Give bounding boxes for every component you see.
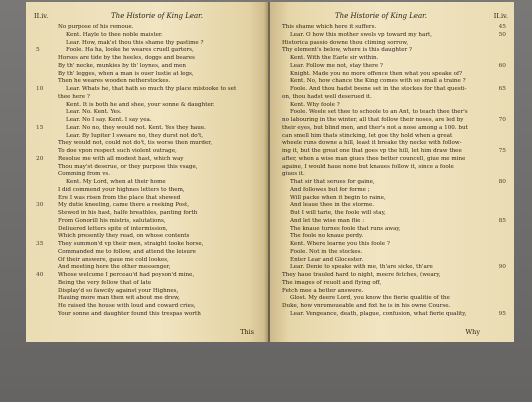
- right-page-signature: II.iv.: [493, 12, 508, 20]
- line-text: The images of reuolt and flying off,: [282, 279, 382, 286]
- line-number: 10: [36, 86, 44, 92]
- line-text: Fetch mee a better answere.: [282, 287, 364, 294]
- line-text: By th' legges, when a man is ouer lustie at legs,: [58, 70, 194, 77]
- line-text: Knight. Made you no more offence then what you speake of?: [290, 70, 463, 77]
- line-text: Lear. By Iupiter I sweare no, they durst not do't,: [66, 132, 204, 139]
- line-number: 75: [498, 148, 506, 154]
- text-line: [58, 303, 256, 311]
- text-line: [36, 124, 256, 133]
- text-line: [58, 140, 256, 148]
- text-line: [282, 257, 480, 265]
- text-line: [282, 86, 506, 94]
- line-text: Foole. Weele set thee to schoole to an Ant, to teach thee ther's: [290, 109, 468, 116]
- line-text: But I will tarie, the foole will stay,: [290, 210, 386, 216]
- line-text: Ere I was risen from the place that shewed: [58, 194, 181, 201]
- line-text: Thy element's below, where is this daughter ?: [282, 47, 412, 54]
- text-line: [58, 210, 256, 218]
- text-line: [282, 210, 480, 218]
- line-number: 5: [36, 47, 40, 54]
- text-line: [58, 187, 256, 195]
- text-line: [282, 187, 480, 195]
- text-line: [36, 241, 256, 249]
- right-running-head: The Historie of King Lear.: [335, 12, 427, 20]
- text-line: [58, 63, 256, 71]
- text-line: [58, 218, 256, 226]
- text-line: [282, 272, 480, 280]
- text-line: [282, 156, 480, 164]
- line-text: wheele runs downe a hill, least it breake thy necke with follow-: [282, 140, 462, 147]
- line-text: giues it.: [282, 171, 305, 178]
- left-page-text: [36, 24, 256, 319]
- line-text: after, when a wise man giues thee better councell, giue me mine: [282, 155, 466, 162]
- line-text: Lear. No no, they would not. Kent. Yes they haue.: [66, 124, 206, 131]
- line-text: Horses are tide by the heeles, doggs and beares: [58, 55, 195, 61]
- line-text: My dutie kneeling, came there a reeking Post,: [58, 202, 190, 209]
- line-text: Lear. No. Kent. Yes.: [66, 109, 122, 116]
- line-text: He raised the house with loud and coward cries,: [58, 303, 196, 309]
- text-line: [36, 155, 256, 164]
- open-book: [26, 2, 514, 342]
- text-line: [282, 241, 480, 249]
- text-line: [36, 86, 256, 94]
- text-line: [58, 24, 256, 32]
- line-text: Commanded me to follow, and attend the leisure: [58, 248, 196, 255]
- line-text: on, thou hadst well deserued it.: [282, 93, 372, 100]
- text-line: [282, 148, 506, 156]
- text-line: [58, 109, 256, 117]
- line-text: Foole. Ha ha, looke he weares cruell garters,: [66, 47, 194, 54]
- text-line: [282, 164, 480, 172]
- text-line: [282, 217, 506, 226]
- text-line: [282, 71, 480, 79]
- line-text: Being the very fellow that of late: [58, 279, 152, 286]
- right-page-text: [282, 24, 506, 319]
- text-line: [282, 202, 480, 210]
- line-text: Lear. Whats he, that hath so much thy place mistooke to set: [66, 86, 237, 92]
- text-line: [282, 303, 480, 311]
- line-text: And let the wise man flie :: [290, 217, 365, 224]
- line-text: thee here ?: [58, 93, 90, 100]
- line-text: no labouring in the winter, all that follow their noses, are led by: [282, 117, 464, 123]
- right-page: [270, 2, 514, 342]
- line-number: 80: [498, 179, 506, 185]
- line-number: 90: [498, 264, 506, 271]
- text-line: [36, 202, 256, 210]
- line-text: And leaue thee in the storme.: [290, 202, 375, 209]
- text-line: [58, 117, 256, 125]
- text-line: [282, 102, 480, 110]
- line-text: This shame which here it suffers.: [282, 24, 377, 30]
- text-line: [282, 47, 480, 55]
- text-line: [58, 311, 256, 319]
- line-text: Historica passio downe thou climing sorrow,: [282, 39, 409, 46]
- text-line: [282, 133, 480, 141]
- line-text: Comming from vs.: [58, 171, 111, 178]
- line-text: Lear. O how this mother swels vp toward my hart,: [290, 31, 433, 38]
- text-line: [282, 109, 480, 117]
- text-line: [58, 32, 256, 40]
- line-number: 65: [498, 86, 506, 92]
- text-line: [282, 78, 480, 86]
- line-number: 50: [498, 31, 506, 38]
- line-number: 85: [498, 217, 506, 224]
- left-page-signature: II.iv.: [34, 12, 49, 20]
- text-line: [282, 264, 506, 272]
- line-number: 35: [36, 241, 44, 247]
- line-text: Kent. Where learne you this foole ?: [290, 241, 390, 247]
- line-text: their eyes, but blind men, and ther's not a nose among a 100. but: [282, 124, 468, 131]
- text-line: [58, 264, 256, 272]
- text-line: [282, 226, 480, 234]
- text-line: [282, 310, 506, 319]
- line-text: Display'd so fawcily against your Highnes,: [58, 287, 179, 294]
- line-text: Stewed in his hast, halfe breathles, panting forth: [58, 210, 198, 216]
- line-text: againe, I would haue none but knaues follow it, since a foole: [282, 163, 454, 170]
- text-line: [282, 94, 480, 102]
- line-text: I did commend your highnes letters to them,: [58, 186, 185, 193]
- text-line: [282, 40, 480, 48]
- line-number: 95: [498, 310, 506, 317]
- line-number: 20: [36, 155, 44, 162]
- line-text: ing it, but the great one that goes vp the hill, let him draw thee: [282, 148, 462, 154]
- text-line: [282, 295, 480, 303]
- line-text: Your sonne and daughter found this trespas worth: [58, 310, 201, 317]
- line-text: Whose welcome I perceau'd had poyson'd mine,: [58, 272, 195, 278]
- line-text: Kent. Why foole ?: [290, 101, 340, 108]
- text-line: [58, 295, 256, 303]
- right-catchword: Why: [465, 328, 480, 336]
- text-line: [58, 94, 256, 102]
- line-text: Kent. No, how chance the King comes with so small a traine ?: [290, 78, 466, 85]
- line-text: Lear. Denie to speake with me, th'are sicke, th'are: [290, 264, 433, 271]
- text-line: [36, 47, 256, 55]
- line-text: Lear. Vengeance, death, plague, confusion, what fierie quality,: [290, 310, 467, 317]
- line-text: Then he weares wooden netherstockes.: [58, 78, 171, 85]
- line-text: Lear. No I say. Kent. I say yea.: [66, 117, 152, 123]
- text-line: [282, 62, 506, 71]
- line-text: can smell him thats stincking, let goe thy hold when a great: [282, 132, 453, 139]
- text-line: [58, 226, 256, 234]
- text-line: [58, 257, 256, 265]
- text-line: [36, 272, 256, 280]
- text-line: [58, 55, 256, 63]
- line-text: Will packe when it begin to raine,: [290, 194, 386, 201]
- text-line: [58, 102, 256, 110]
- line-text: The knaue turnes foole that runs away,: [290, 225, 401, 232]
- line-text: By th' necke, munkies by th' loynes, and men: [58, 62, 187, 69]
- line-text: That sir that serues for gaine,: [290, 179, 375, 185]
- text-line: [58, 171, 256, 179]
- line-text: And meeting here the other messenger,: [58, 264, 171, 271]
- line-text: Foole. Not in the stockes.: [290, 248, 363, 255]
- line-text: Glost. My deere Lord, you know the fierie qualitie of the: [290, 295, 450, 302]
- right-page-header: [282, 12, 508, 23]
- text-line: [58, 249, 256, 257]
- line-number: 15: [36, 124, 44, 131]
- line-text: Hauing more man then wit about me drew,: [58, 295, 180, 302]
- line-text: Resolue me with all modest hast, which way: [58, 155, 184, 162]
- line-text: Foole. And thou hadst beene set in the stockes for that questi-: [290, 86, 467, 92]
- text-line: [282, 233, 480, 241]
- line-text: The foole no knaue perdy.: [290, 233, 364, 240]
- text-line: [58, 164, 256, 172]
- line-text: Kent. With the Earle sir within.: [290, 55, 379, 61]
- text-line: [282, 171, 480, 179]
- line-text: Which presently they read, on whose contents: [58, 233, 190, 240]
- text-line: [282, 55, 480, 63]
- text-line: [282, 280, 480, 288]
- line-number: 45: [498, 24, 506, 30]
- text-line: [58, 280, 256, 288]
- text-line: [58, 233, 256, 241]
- text-line: [58, 179, 256, 187]
- line-text: From Gonorill his mistris, salutations,: [58, 217, 166, 224]
- line-text: Kent. Hayle to thee noble maister.: [66, 31, 163, 38]
- line-text: And followes but for forme ;: [290, 186, 370, 193]
- line-text: No purpose of his remoue.: [58, 24, 134, 30]
- line-number: 40: [36, 272, 44, 278]
- left-running-head: The Historie of King Lear.: [111, 12, 203, 20]
- line-text: Kent. My Lord, when at their home: [66, 179, 166, 185]
- line-text: Enter Lear and Glocester.: [290, 256, 364, 263]
- line-text: Thou may'st deserue, or they purpose this vsage,: [58, 163, 198, 170]
- text-line: [282, 195, 480, 203]
- text-line: [282, 140, 480, 148]
- text-line: [282, 288, 480, 296]
- line-number: 70: [498, 117, 506, 123]
- text-line: [58, 195, 256, 203]
- left-page: [26, 2, 268, 342]
- left-page-header: [34, 12, 256, 23]
- line-text: They haue trauled hard to night, meere fetches, (weary,: [282, 272, 441, 278]
- line-text: They summon'd vp their men, straight tooke horse,: [58, 241, 204, 247]
- line-text: Kent. It is both he and shee, your sonne & daughter.: [66, 101, 215, 108]
- text-line: [282, 117, 506, 125]
- text-line: [58, 288, 256, 296]
- text-line: [58, 133, 256, 141]
- line-text: Of their answere, gaue me cold lookes,: [58, 256, 169, 263]
- line-text: Duke, how vnremoueable and fixt he is in his owne Course.: [282, 303, 451, 309]
- left-catchword: This: [240, 328, 254, 336]
- line-text: Lear. Follow me not, stay there ?: [290, 62, 383, 69]
- line-number: 30: [36, 202, 44, 209]
- text-line: [282, 31, 506, 40]
- line-text: To doe vpon respect such violent outrage,: [58, 148, 177, 154]
- line-text: They would not, could not do't, tis worse then murder,: [58, 140, 213, 147]
- text-line: [282, 125, 480, 133]
- line-text: Deliuered letters spite of intermission,: [58, 225, 168, 232]
- text-line: [282, 179, 506, 187]
- text-line: [282, 249, 480, 257]
- text-line: [282, 24, 506, 32]
- line-number: 60: [498, 62, 506, 69]
- text-line: [58, 78, 256, 86]
- text-line: [58, 148, 256, 156]
- text-line: [58, 71, 256, 79]
- line-text: Lear. How, mak'st thou this shame thy pastime ?: [66, 39, 204, 46]
- text-line: [58, 40, 256, 48]
